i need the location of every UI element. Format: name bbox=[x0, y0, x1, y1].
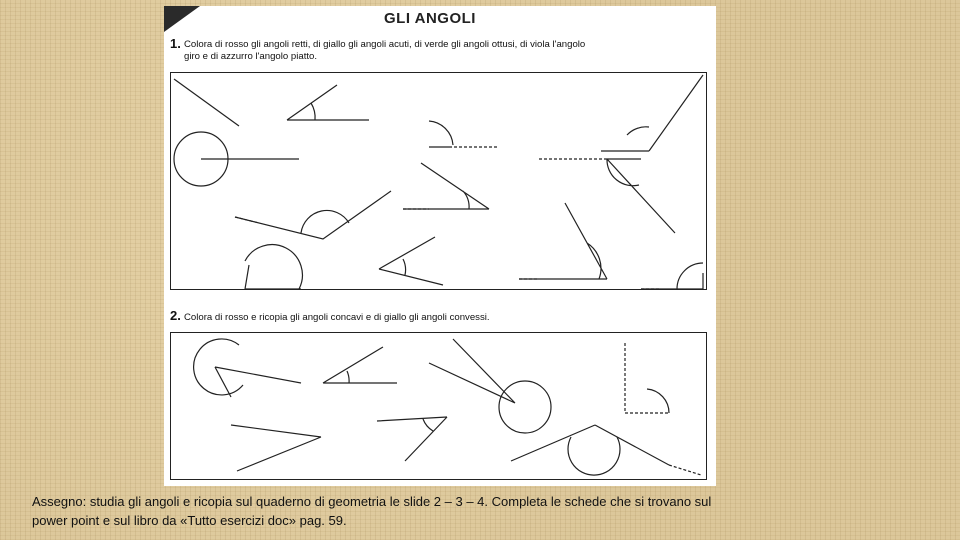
angle-m-arc bbox=[194, 339, 243, 395]
worksheet-title: GLI ANGOLI bbox=[384, 10, 476, 27]
exercise-1-number: 1. bbox=[170, 36, 181, 51]
angle-n bbox=[323, 347, 397, 383]
angle-o-circle bbox=[499, 381, 551, 433]
exercise-1-line-2: giro e di azzurro l'angolo piatto. bbox=[184, 51, 318, 62]
caption-line-2: power point e sul libro da «Tutto esercizi doc» pag. 59. bbox=[32, 513, 347, 528]
angle-m-ray bbox=[215, 367, 301, 383]
angle-m-ray2 bbox=[215, 367, 231, 397]
angle-h bbox=[235, 191, 391, 239]
angle-r bbox=[377, 417, 447, 461]
angle-l bbox=[641, 263, 703, 289]
exercise-1-figures bbox=[170, 72, 707, 290]
exercise-2-text: Colora di rosso e ricopia gli angoli concavi e di giallo gli angoli convessi. bbox=[184, 312, 490, 323]
exercise-2-angles bbox=[171, 333, 706, 479]
corner-decoration bbox=[164, 6, 200, 32]
angle-d-arc bbox=[429, 121, 453, 147]
angle-b bbox=[287, 85, 369, 120]
exercise-2-number: 2. bbox=[170, 308, 181, 323]
angle-k bbox=[245, 245, 302, 289]
angle-f bbox=[607, 159, 675, 233]
worksheet bbox=[164, 6, 716, 486]
angle-s bbox=[511, 425, 669, 475]
angle-j bbox=[519, 203, 607, 279]
angle-p-dashed bbox=[625, 343, 669, 413]
exercise-2-figures bbox=[170, 332, 707, 480]
angle-e bbox=[601, 75, 703, 151]
exercise-1-line-1: Colora di rosso gli angoli retti, di giallo gli angoli acuti, di verde gli angoli ottusi, di viola l'angolo bbox=[184, 39, 586, 50]
angle-q bbox=[231, 425, 321, 471]
angle-o bbox=[429, 339, 515, 403]
caption-line-1: Assegno: studia gli angoli e ricopia sul quaderno di geometria le slide 2 – 3 – 4. Completa le schede che si trovano sul bbox=[32, 494, 712, 509]
angle-g bbox=[403, 163, 489, 209]
angle-s-dashed bbox=[669, 465, 701, 475]
angle-a bbox=[174, 79, 239, 126]
angle-p-arc bbox=[647, 389, 669, 413]
angle-i bbox=[379, 237, 443, 285]
homework-caption bbox=[32, 492, 932, 530]
exercise-1-angles bbox=[171, 73, 706, 289]
